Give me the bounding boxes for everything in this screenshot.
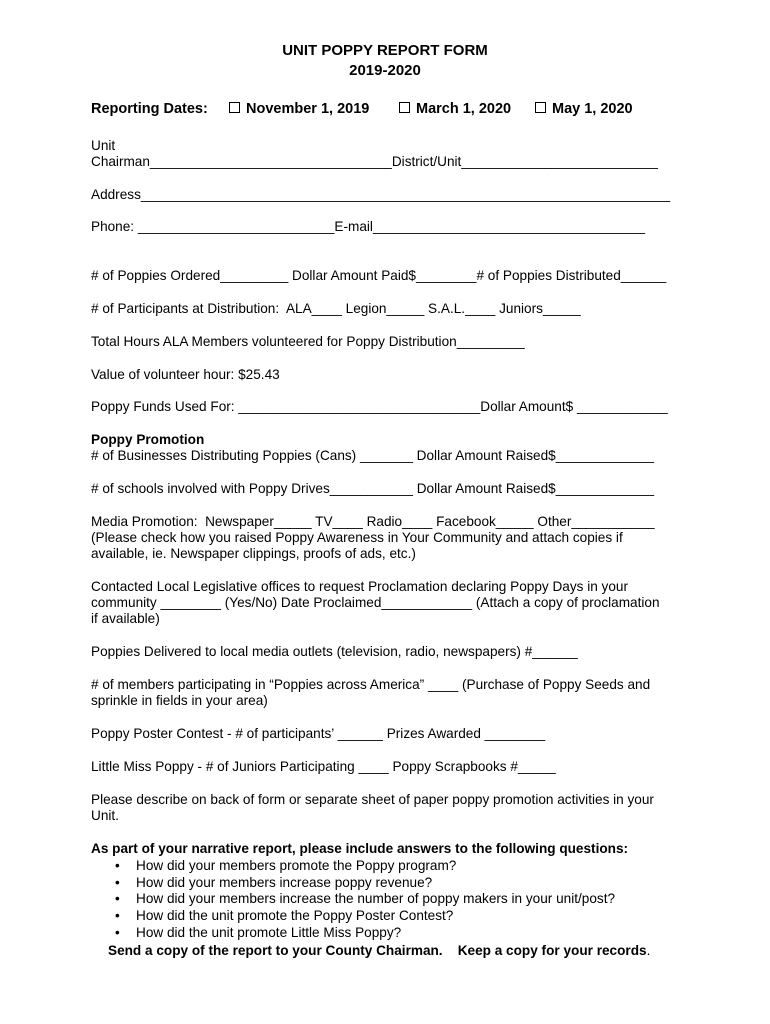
footer-send: Send a copy of the report to your County Chairman.: [108, 943, 443, 958]
legislative-line1: Contacted Local Legislative offices to request Proclamation declaring Poppy Days in your: [91, 579, 628, 594]
media-instruction-line1: (Please check how you raised Poppy Awareness in Your Community and attach copies if: [91, 530, 623, 545]
option-november-label: November 1, 2019: [246, 101, 370, 117]
address-field[interactable]: Address______________________________________________________________________: [91, 187, 671, 202]
footer-note: [108, 943, 650, 959]
legislative-line3: if available): [91, 611, 160, 626]
volunteer-value: Value of volunteer hour: $25.43: [91, 367, 280, 382]
footer-period: .: [646, 943, 651, 958]
schools-field[interactable]: # of schools involved with Poppy Drives___________ Dollar Amount Raised$_____________: [91, 481, 655, 496]
list-item: • How did the unit promote the Poppy Poster Contest?: [113, 908, 615, 925]
businesses-field[interactable]: # of Businesses Distributing Poppies (Cans) _______ Dollar Amount Raised$_____________: [91, 448, 654, 463]
poster-contest-field[interactable]: Poppy Poster Contest - # of participants’ ______ Prizes Awarded ________: [91, 726, 546, 741]
media-promotion-field[interactable]: Media Promotion: Newspaper_____ TV____ Radio____ Facebook_____ Other___________: [91, 514, 655, 529]
checkbox-may[interactable]: [535, 102, 546, 113]
checkbox-november[interactable]: [229, 102, 240, 113]
legislative-field[interactable]: community ________ (Yes/No) Date Proclaimed____________ (Attach a copy of proclamation: [91, 595, 660, 610]
option-may[interactable]: [535, 101, 633, 117]
reporting-dates-label: Reporting Dates:: [91, 101, 208, 117]
option-may-label: May 1, 2020: [552, 101, 633, 117]
checkbox-march[interactable]: [399, 102, 410, 113]
describe-line1: Please describe on back of form or separate sheet of paper poppy promotion activities in your: [91, 792, 654, 807]
option-march[interactable]: [399, 101, 511, 117]
participants-field[interactable]: # of Participants at Distribution: ALA____ Legion_____ S.A.L.____ Juniors_____: [91, 301, 581, 316]
form-year: 2019-2020: [349, 62, 421, 79]
media-outlets-field[interactable]: Poppies Delivered to local media outlets (television, radio, newspapers) #______: [91, 644, 578, 659]
media-instruction-line2: available, ie. Newspaper clippings, proofs of ads, etc.): [91, 546, 416, 561]
list-item: • How did your members increase the number of poppy makers in your unit/post?: [113, 891, 615, 908]
funds-field[interactable]: Poppy Funds Used For: ________________________________Dollar Amount$ ____________: [91, 399, 668, 414]
list-item: • How did your members promote the Poppy program?: [113, 858, 615, 875]
chairman-district-field[interactable]: Chairman________________________________District/Unit__________________________: [91, 154, 658, 169]
promotion-heading: Poppy Promotion: [91, 432, 205, 447]
unit-label: Unit: [91, 138, 116, 153]
poppies-across-america-field[interactable]: # of members participating in “Poppies across America” ____ (Purchase of Poppy Seeds and: [91, 677, 651, 692]
list-item: • How did your members increase poppy revenue?: [113, 875, 615, 892]
poppies-ordered-field[interactable]: # of Poppies Ordered_________ Dollar Amount Paid$________# of Poppies Distributed______: [91, 268, 667, 283]
describe-line2: Unit.: [91, 808, 119, 823]
phone-email-field[interactable]: Phone: __________________________E-mail____________________________________: [91, 219, 646, 234]
narrative-heading: As part of your narrative report, please include answers to the following questions:: [91, 841, 629, 856]
option-november[interactable]: [229, 101, 369, 117]
option-march-label: March 1, 2020: [416, 101, 512, 117]
list-item: • How did the unit promote Little Miss Poppy?: [113, 925, 615, 942]
question-list: [113, 858, 615, 942]
form-title: UNIT POPPY REPORT FORM: [282, 42, 488, 59]
footer-keep: Keep a copy for your records: [457, 943, 647, 958]
hours-field[interactable]: Total Hours ALA Members volunteered for Poppy Distribution_________: [91, 334, 525, 349]
little-miss-poppy-field[interactable]: Little Miss Poppy - # of Juniors Participating ____ Poppy Scrapbooks #_____: [91, 759, 556, 774]
poppies-across-america-line2: sprinkle in fields in your area): [91, 693, 268, 708]
